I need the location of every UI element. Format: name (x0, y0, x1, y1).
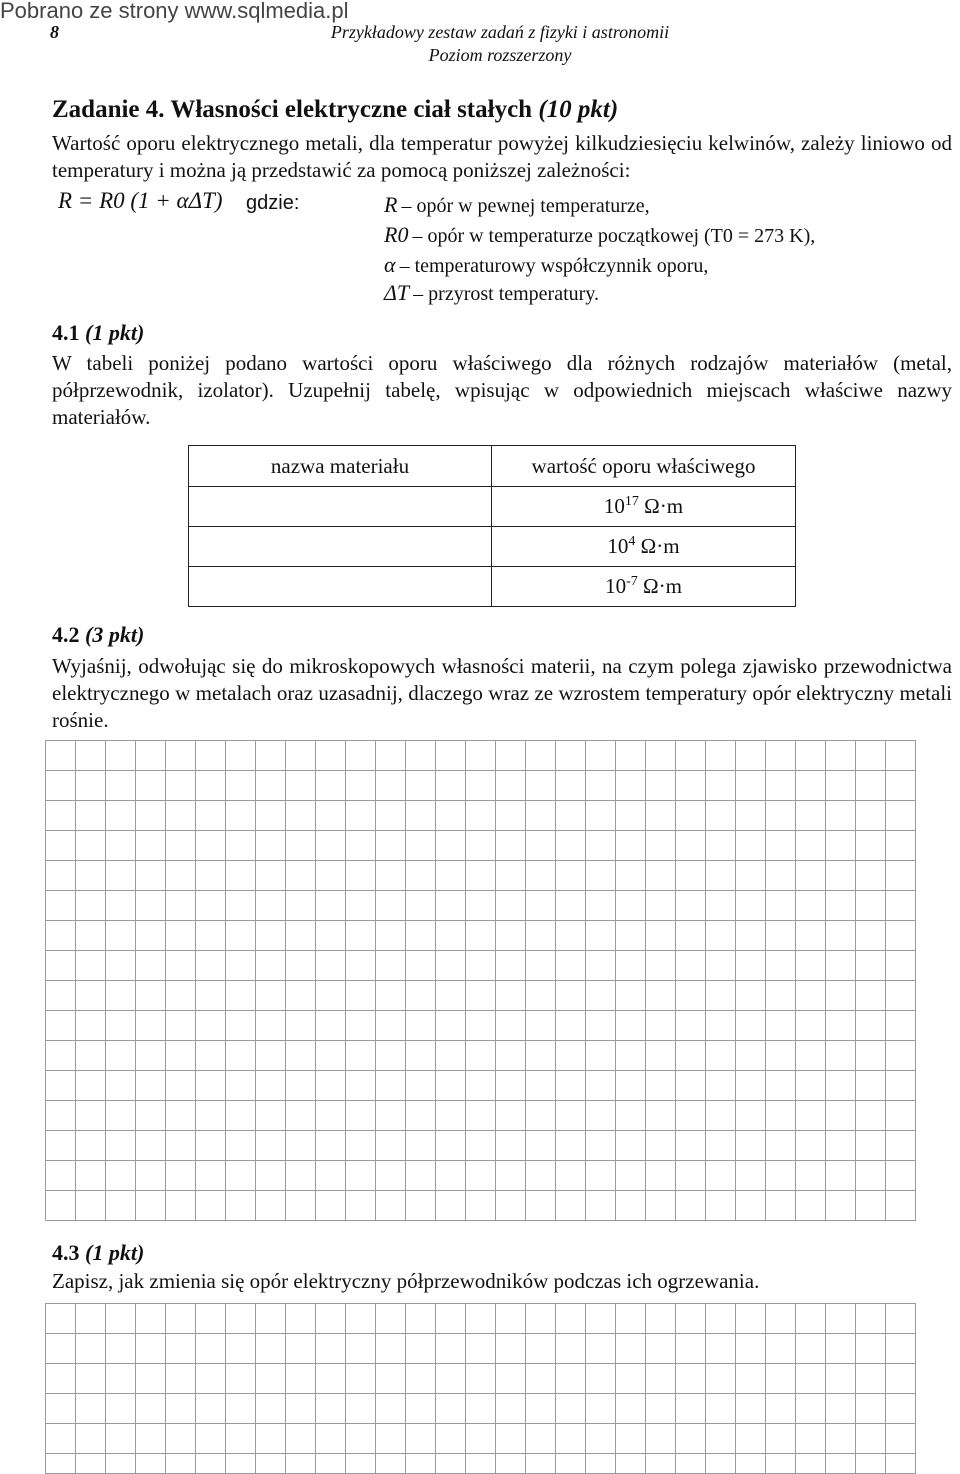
resistivity-cell (492, 567, 796, 607)
q42-number: 4.2 (52, 622, 80, 647)
def-text: – opór w temperaturze początkowej (T0 = 273 K), (412, 225, 816, 247)
resistivity-unit: Ω·m (640, 534, 680, 558)
formula: R = R0 (1 + αΔT) (58, 188, 223, 213)
table-row (189, 567, 796, 607)
resistivity-exponent: -7 (626, 574, 638, 589)
table-header-row (189, 446, 796, 487)
material-table (188, 445, 796, 607)
task-intro: Wartość oporu elektrycznego metali, dla temperatur powyżej kilkudziesięciu kelwinów, zależy liniowo od temperatury i można ją przedstawić za pomocą poniższej zależności: (52, 131, 952, 182)
material-name-cell[interactable] (189, 527, 492, 567)
q43-heading (52, 1240, 144, 1266)
def-text: – przyrost temperatury. (413, 283, 600, 305)
q43-number: 4.3 (52, 1240, 80, 1265)
definition-alpha (384, 252, 708, 278)
resistivity-unit: Ω·m (644, 494, 684, 518)
def-text: – opór w pewnej temperaturze, (401, 195, 650, 217)
q43-points: (1 pkt) (85, 1240, 145, 1265)
resistivity-base: 10 (605, 574, 627, 598)
header-resistivity: wartość oporu właściwego (492, 446, 796, 487)
def-text: – temperaturowy współczynnik oporu, (399, 255, 709, 277)
resistivity-exponent: 4 (628, 534, 636, 549)
definition-R (384, 192, 650, 218)
resistivity-cell (492, 527, 796, 567)
table-row (189, 527, 796, 567)
header-material-name: nazwa materiału (189, 446, 492, 487)
material-name-cell[interactable] (189, 567, 492, 607)
q43-text: Zapisz, jak zmienia się opór elektryczny półprzewodników podczas ich ogrzewania. (52, 1269, 760, 1293)
q41-points: (1 pkt) (85, 320, 145, 345)
def-symbol: α (384, 252, 396, 277)
watermark: Pobrano ze strony www.sqlmedia.pl (0, 0, 349, 23)
definition-R0 (384, 222, 815, 248)
resistivity-base: 10 (603, 494, 625, 518)
header-title: Przykładowy zestaw zadań z fizyki i astronomii (330, 22, 670, 42)
material-name-cell[interactable] (189, 487, 492, 527)
page-number: 8 (50, 22, 59, 42)
def-symbol: R (384, 192, 398, 217)
q41-text: W tabeli poniżej podano wartości oporu właściwego dla różnych rodzajów materiałów (metal, półprzewodnik, izolator). Uzupełnij tabelę, wpisując w odpowiednich miejscach właściwe nazwy materiałów. (52, 351, 952, 429)
resistivity-unit: Ω·m (642, 574, 682, 598)
resistivity-cell (492, 487, 796, 527)
q41-heading (52, 320, 144, 346)
q43-answer-grid[interactable] (45, 1303, 916, 1474)
table-row (189, 487, 796, 527)
task-points: (10 pkt) (538, 96, 619, 123)
q42-heading (52, 622, 144, 648)
task-title-text: Zadanie 4. Własności elektryczne ciał stałych (52, 96, 533, 123)
q42-text: Wyjaśnij, odwołując się do mikroskopowych własności materii, na czym polega zjawisko przewodnictwa elektrycznego w metalach oraz uzasadnij, dlaczego wraz ze wzrostem temperatury opór elektryczny metali rośnie. (52, 654, 952, 732)
gdzie-label: gdzie: (246, 192, 300, 214)
def-symbol: R0 (384, 222, 409, 247)
q42-points: (3 pkt) (85, 622, 145, 647)
q41-number: 4.1 (52, 320, 80, 345)
header-level: Poziom rozszerzony (428, 45, 572, 65)
q42-answer-grid[interactable] (45, 740, 916, 1221)
definition-deltaT (384, 280, 599, 306)
def-symbol: ΔT (384, 280, 410, 305)
task-title (52, 96, 618, 124)
resistivity-exponent: 17 (624, 494, 639, 509)
resistivity-base: 10 (607, 534, 629, 558)
